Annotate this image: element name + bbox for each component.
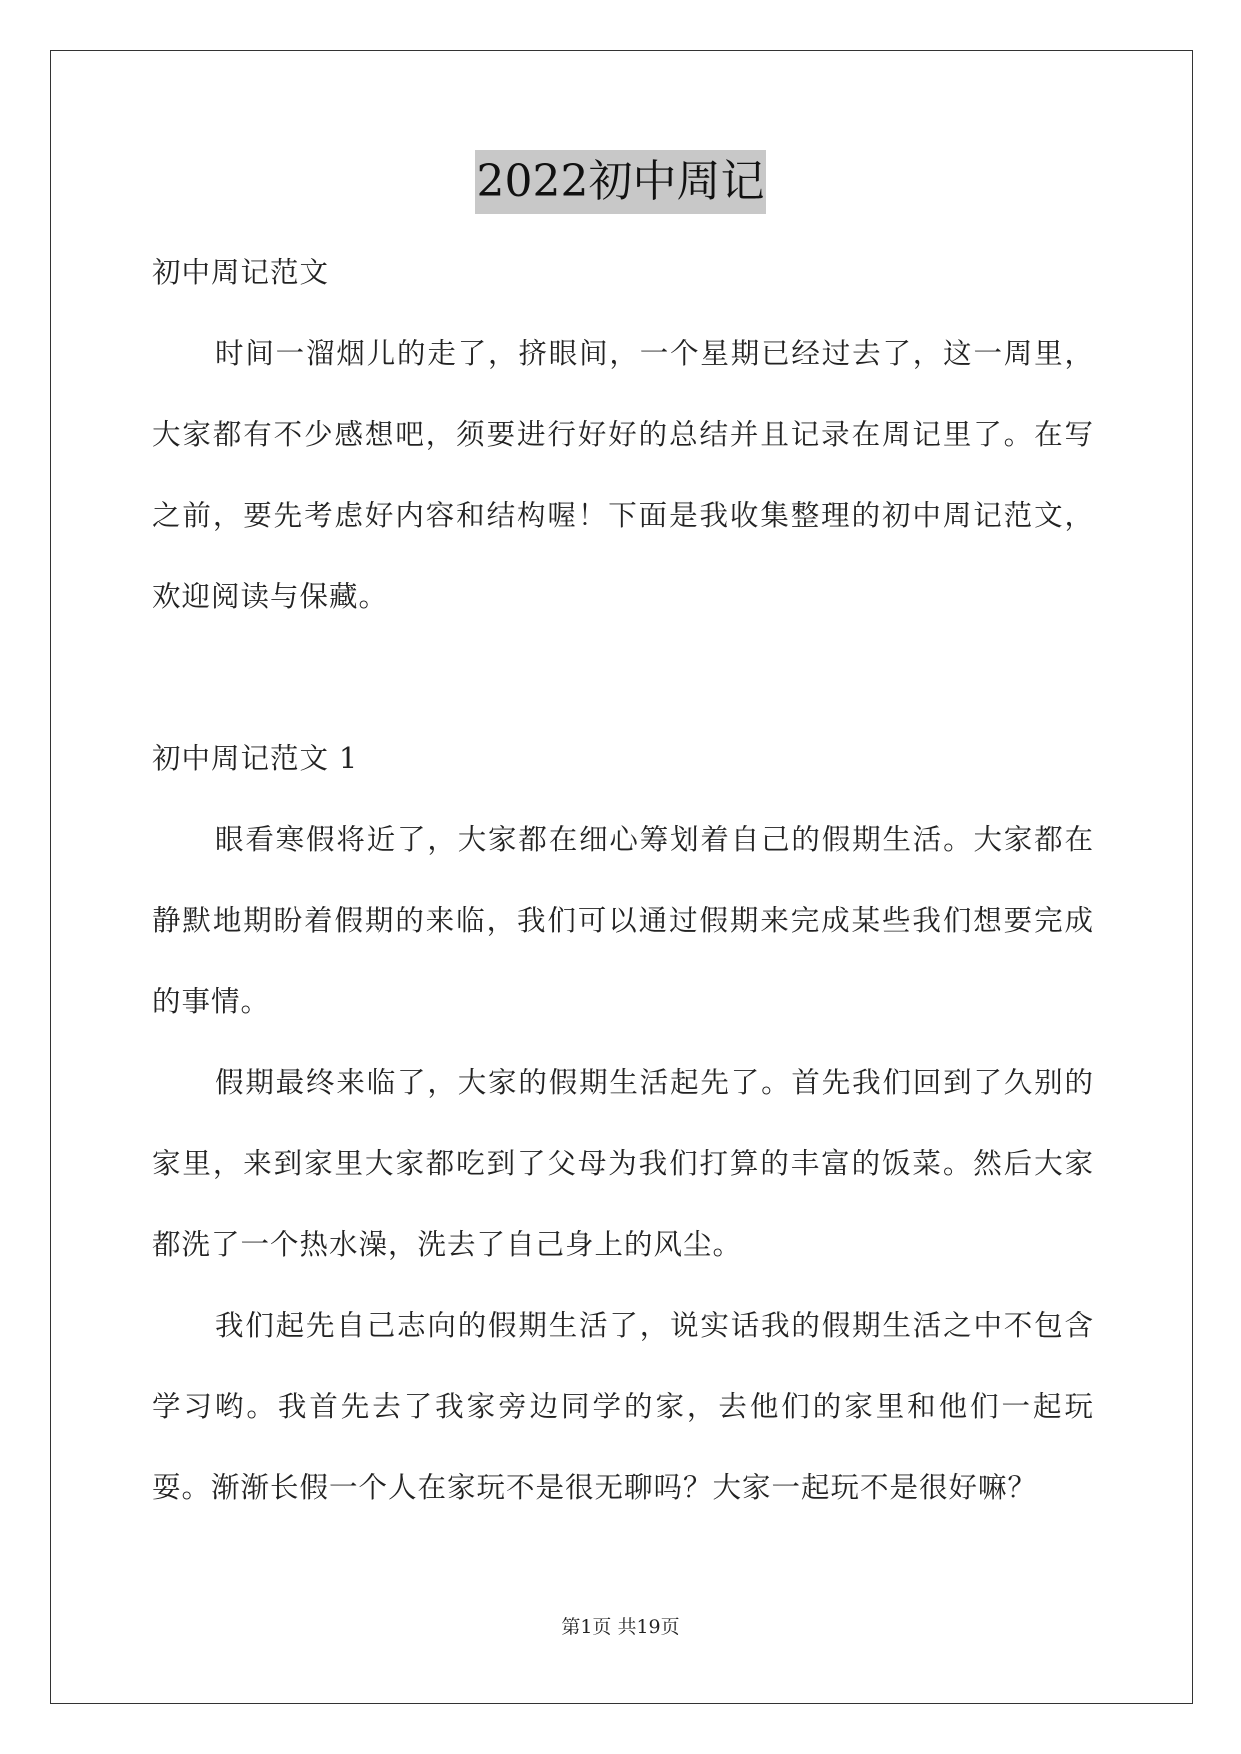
intro-paragraph: 时间一溜烟儿的走了，挤眼间，一个星期已经过去了，这一周里，大家都有不少感想吧，须要进行好好的总结并且记录在周记里了。在写之前，要先考虑好内容和结构喔！下面是我收集整理的初中周记范文，欢迎阅读与保藏。 [152,337,1094,613]
section1-paragraph-2: 假期最终来临了，大家的假期生活起先了。首先我们回到了久别的家里，来到家里大家都吃到了父母为我们打算的丰富的饭菜。然后大家都洗了一个热水澡，洗去了自己身上的风尘。 [152,1066,1094,1261]
page-indicator: 第1页 共19页 [561,1616,680,1638]
page-footer [0,1612,1241,1639]
document-title-container [0,150,1241,214]
section1-paragraph-3: 我们起先自己志向的假期生活了，说实话我的假期生活之中不包含学习哟。我首先去了我家旁边同学的家，去他们的家里和他们一起玩耍。渐渐长假一个人在家玩不是很无聊吗？大家一起玩不是很好嘛？ [152,1309,1094,1504]
document-title: 2022初中周记 [475,150,767,214]
section1-paragraph-1: 眼看寒假将近了，大家都在细心筹划着自己的假期生活。大家都在静默地期盼着假期的来临，我们可以通过假期来完成某些我们想要完成的事情。 [152,823,1094,1018]
section1-heading: 初中周记范文 1 [152,742,359,775]
intro-heading: 初中周记范文 [152,256,330,289]
section-gap [152,637,1094,718]
document-body [152,232,1094,1528]
